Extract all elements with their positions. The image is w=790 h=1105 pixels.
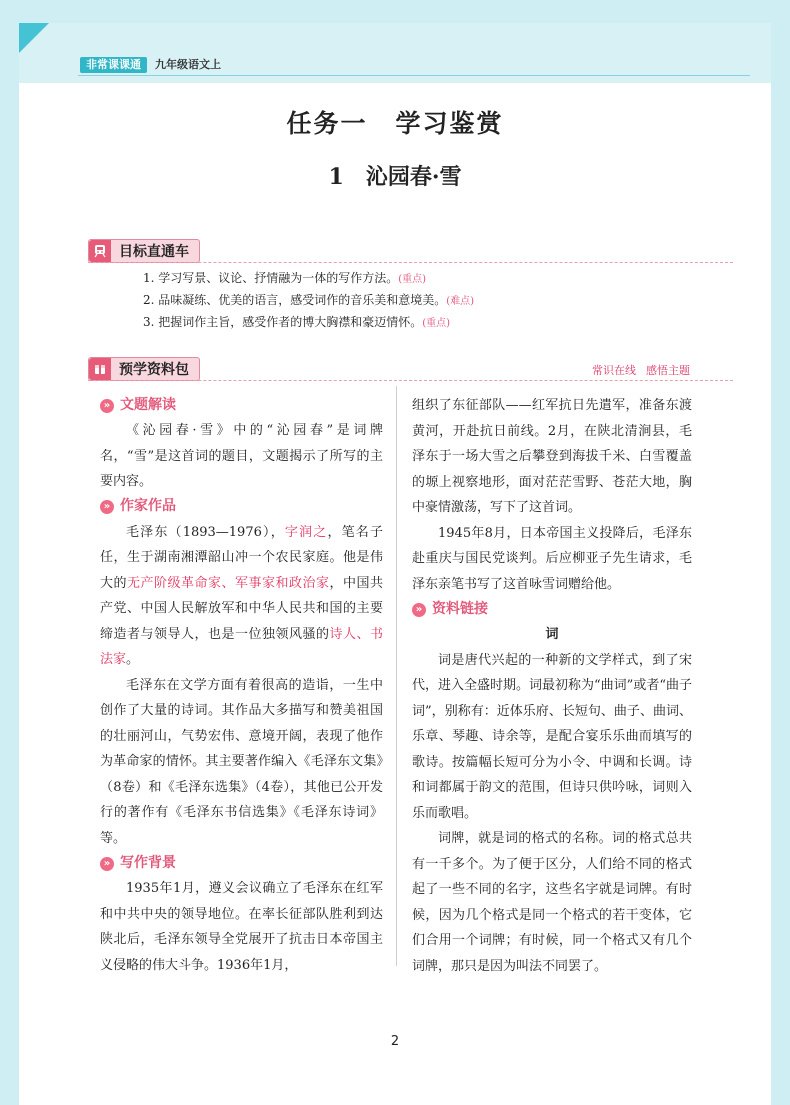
lesson-number: 1: [328, 164, 344, 190]
goals-list: [88, 268, 733, 332]
chevron-icon: »: [100, 399, 114, 413]
nav-common-sense: 常识在线: [592, 364, 636, 377]
lesson-title: [0, 160, 790, 191]
page-number: 2: [390, 1034, 400, 1049]
goals-heading: [88, 240, 200, 262]
left-column: [100, 393, 383, 978]
header-band: [19, 23, 771, 83]
paragraph: 组织了东征部队——红军抗日先遣军，准备东渡黄河，开赴抗日前线。2月，在陕北清涧县，毛泽东于一场大雪之后攀登到海拔千米、白雪覆盖的塬上视察地形，面对茫茫雪野、苍茫大地，胸中豪情激荡，写下了这首词。: [412, 398, 692, 515]
goals-title: 目标直通车: [119, 244, 189, 260]
paragraph: 《沁园春·雪》中的“沁园春”是词牌名，“雪”是这首词的题目，文题揭示了所写的主要内容。: [100, 423, 383, 489]
goals-rule: [88, 262, 733, 263]
goal-item: 1. 学习写景、议论、抒情融为一体的写作方法。(重点): [143, 271, 427, 285]
section-title-interpretation: » 文题解读: [100, 393, 383, 418]
prestudy-nav: [582, 362, 690, 378]
paragraph-author: 毛泽东（1893—1976），字润之，笔名子任，生于湖南湘潭韶山冲一个农民家庭。他是伟大的无产阶级革命家、军事家和政治家，中国共产党、中国人民解放军和中华人民共和国的主要缔造者与领导人，也是一位独领风骚的诗人、书法家。: [100, 524, 383, 667]
task-part-2: 学习鉴赏: [395, 109, 504, 138]
ci-title: 词: [545, 627, 559, 642]
corner-tab: [19, 23, 53, 57]
task-title: [0, 104, 790, 140]
section-title-works: » 作家作品: [100, 495, 383, 520]
nav-theme: 感悟主题: [646, 364, 690, 377]
paragraph: 毛泽东在文学方面有着很高的造诣，一生中创作了大量的诗词。其作品大多描写和赞美祖国的壮丽河山，气势宏伟、意境开阔，表现了他作为革命家的情怀。其主要著作编入《毛泽东文集》（8卷）和《毛泽东选集》（4卷），其他已公开发行的著作有《毛泽东书信选集》《毛泽东诗词》等。: [100, 677, 383, 846]
paragraph: 1945年8月，日本帝国主义投降后，毛泽东赴重庆与国民党谈判。后应柳亚子先生请求，毛泽东亲笔书写了这首咏雪词赠给他。: [412, 525, 692, 592]
package-icon: [89, 358, 111, 380]
prestudy-heading: [88, 358, 200, 380]
series-badge: 非常课课通: [80, 57, 147, 73]
grade-label: 九年级语文上: [155, 58, 221, 71]
section-title-links: » 资料链接: [412, 597, 692, 622]
goal-item: 2. 品味凝练、优美的语言，感受词作的音乐美和意境美。(难点): [143, 293, 475, 307]
prestudy-rule: [88, 380, 733, 381]
lesson-name: 沁园春·雪: [365, 164, 462, 190]
chevron-icon: »: [100, 857, 114, 871]
goal-item: 3. 把握词作主旨，感受作者的博大胸襟和豪迈情怀。(重点): [143, 315, 451, 329]
right-column: [412, 393, 692, 979]
header-rule: [78, 75, 750, 76]
chevron-icon: »: [412, 603, 426, 617]
paragraph: 词是唐代兴起的一种新的文学样式，到了宋代，进入全盛时期。词最初称为“曲词”或者“曲子词”，别称有：近体乐府、长短句、曲子、曲词、乐章、琴趣、诗余等，是配合宴乐乐曲而填写的歌诗。按篇幅长短可分为小令、中调和长调。诗和词都属于韵文的范围，但诗只供吟咏，词则入乐而歌唱。: [412, 652, 692, 821]
task-part-1: 任务一: [286, 109, 368, 138]
train-icon: [89, 240, 111, 262]
paragraph: 词牌，就是词的格式的名称。词的格式总共有一千多个。为了便于区分，人们给不同的格式起了一些不同的名字，这些名字就是词牌。有时候，因为几个格式是同一个格式的若干变体，它们合用一个词牌；有时候，同一个格式又有几个词牌，那只是因为叫法不同罢了。: [412, 831, 692, 974]
section-title-background: » 写作背景: [100, 851, 383, 876]
prestudy-title: 预学资料包: [119, 362, 189, 378]
paragraph: 1935年1月，遵义会议确立了毛泽东在红军和中共中央的领导地位。在率长征部队胜利到达陕北后，毛泽东领导全党展开了抗击日本帝国主义侵略的伟大斗争。1936年1月，: [100, 881, 383, 973]
chevron-icon: »: [100, 500, 114, 514]
column-divider: [396, 386, 397, 966]
